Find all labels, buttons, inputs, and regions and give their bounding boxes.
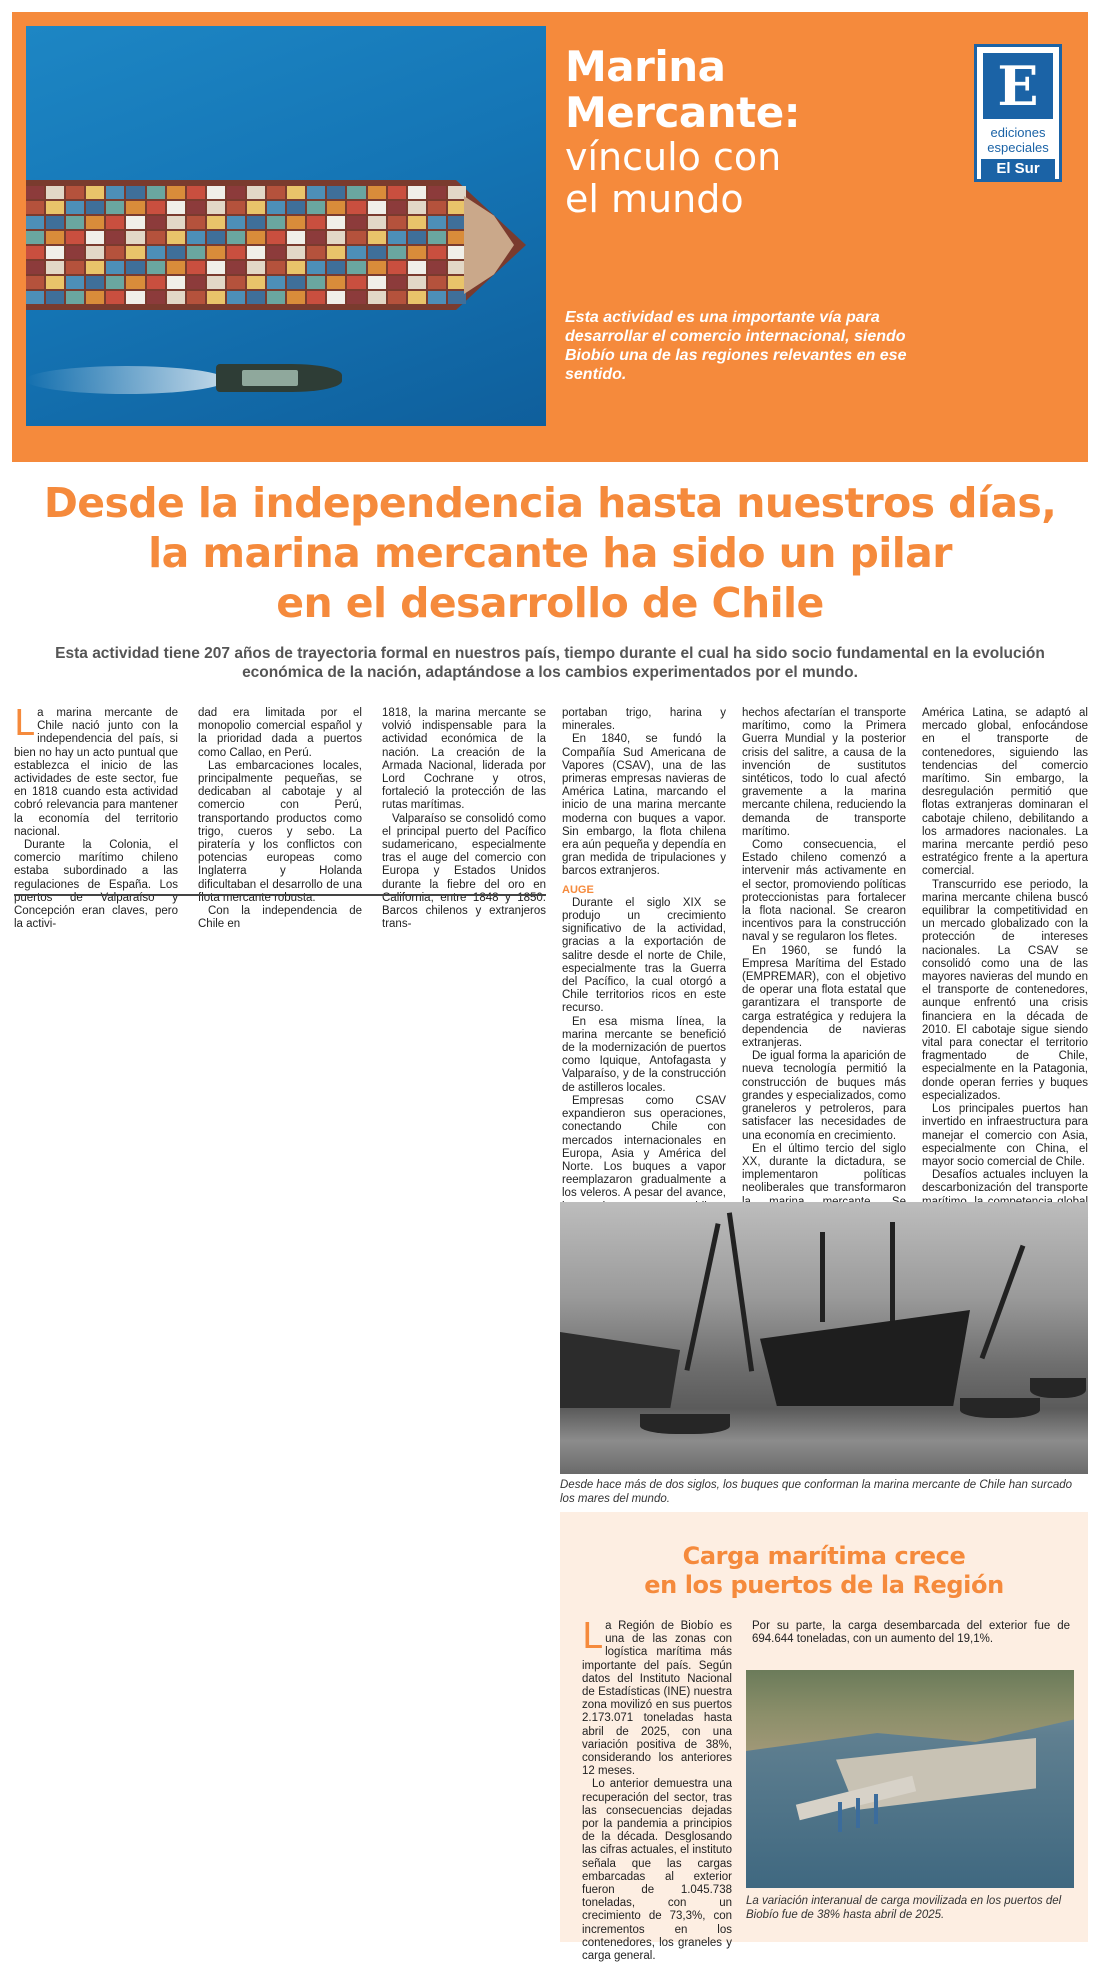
shipping-container	[227, 216, 245, 229]
logo-text	[977, 125, 1059, 155]
shipping-container	[408, 201, 426, 214]
shipping-container	[347, 276, 365, 289]
shipping-container	[167, 186, 185, 199]
shipping-container	[368, 216, 386, 229]
shipping-container	[126, 261, 144, 274]
shipping-container	[287, 276, 305, 289]
shipping-container	[207, 276, 225, 289]
shipping-container	[247, 291, 265, 304]
shipping-container	[368, 261, 386, 274]
shipping-container	[26, 186, 44, 199]
article-paragraph: La marina mercante de Chile nació junto con la independencia del país, si bien no hay un acto puntual que establezca el inicio de las actividades de este sector, fue en 1818 cuando esta actividad cobró relevancia para mantener la economía del territorio nacional.	[14, 703, 178, 838]
sidebar-paragraph: La Región de Biobío es una de las zonas con logística marítima más importante del país. Según datos del Instituto Nacional de Estadísticas (INE) nuestra zona movilizó en sus puertos 2.173.071 toneladas hasta abril de 2025, con una variación positiva de 38%, considerando los anteriores 12 meses.	[582, 1616, 732, 1778]
shipping-container	[106, 201, 124, 214]
shipping-container	[207, 216, 225, 229]
shipping-container	[327, 246, 345, 259]
shipping-container	[46, 216, 64, 229]
shipping-container	[46, 276, 64, 289]
shipping-container	[187, 276, 205, 289]
shipping-container	[388, 276, 406, 289]
shipping-container	[126, 276, 144, 289]
port-aerial-photo	[746, 1670, 1074, 1888]
shipping-container	[46, 261, 64, 274]
shipping-container	[86, 231, 104, 244]
shipping-container	[86, 201, 104, 214]
ediciones-especiales-logo	[974, 44, 1062, 182]
shipping-container	[167, 216, 185, 229]
shipping-container	[368, 186, 386, 199]
sidebar-title-line-1: Carga marítima crece	[682, 1542, 966, 1570]
shipping-container	[247, 276, 265, 289]
logo-brand: El Sur	[981, 159, 1055, 179]
shipping-container	[26, 261, 44, 274]
shipping-container	[86, 216, 104, 229]
shipping-container	[448, 186, 466, 199]
article-paragraph: De igual forma la aparición de nueva tecnología permitió la construcción de buques más grandes y especializados, como graneleros y petroleros, para satisfacer las necesidades de una economía en crecimiento.	[742, 1050, 906, 1142]
ship-mast	[820, 1232, 825, 1322]
shipping-container	[227, 231, 245, 244]
shipping-container	[147, 246, 165, 259]
shipping-container	[327, 291, 345, 304]
shipping-container	[347, 261, 365, 274]
shipping-container	[428, 246, 446, 259]
shipping-container	[428, 276, 446, 289]
shipping-container	[147, 186, 165, 199]
shipping-container	[287, 246, 305, 259]
shipping-container	[167, 246, 185, 259]
article-paragraph: dad era limitada por el monopolio comercial español y la prioridad dada a puertos como Callao, en Perú.	[198, 707, 362, 759]
shipping-container	[307, 231, 325, 244]
shipping-container	[126, 231, 144, 244]
header-subtitle-line-1: vínculo con	[565, 135, 782, 179]
shipping-container	[147, 201, 165, 214]
shipping-container	[26, 216, 44, 229]
shipping-container	[26, 201, 44, 214]
shipping-container	[347, 216, 365, 229]
sidebar-title	[560, 1542, 1088, 1600]
shipping-container	[207, 246, 225, 259]
container-stacks	[26, 186, 466, 304]
article-paragraph: Valparaíso se consolidó como el principal puerto del Pacífico sudamericano, especialmente tras el auge del comercio con Europa y Estados Unidos durante la fiebre del oro en California, entre 1848 y 1850. Barcos chilenos y extranjeros trans-	[382, 812, 546, 931]
shipping-container	[428, 261, 446, 274]
shipping-container	[307, 246, 325, 259]
shipping-container	[147, 261, 165, 274]
shipping-container	[368, 246, 386, 259]
shipping-container	[187, 231, 205, 244]
shipping-container	[327, 186, 345, 199]
crane-mast	[727, 1212, 754, 1371]
shipping-container	[448, 246, 466, 259]
article-paragraph: Empresas como CSAV expandieron sus operaciones, conectando Chile con mercados internacionales en Europa, Asia y América del Norte. Los buques a vapor reemplazaron gradualmente a los veleros. A pesar del avance,	[562, 1094, 726, 1200]
shipping-container	[307, 261, 325, 274]
shipping-container	[86, 261, 104, 274]
historic-port-photo	[560, 1202, 1088, 1474]
shipping-container	[307, 216, 325, 229]
shipping-container	[187, 291, 205, 304]
shipping-container	[187, 186, 205, 199]
shipping-container	[267, 216, 285, 229]
shipping-container	[106, 216, 124, 229]
shipping-container	[46, 291, 64, 304]
article-paragraph: hechos afectarían el transporte marítimo, como la Primera Guerra Mundial y la posterior crisis del salitre, a causa de la invención de sustitutos sintéticos, todo lo cual afectó gravemente a la marina mercante chilena, reduciendo la demanda de transporte marítimo.	[742, 707, 906, 838]
shipping-container	[86, 291, 104, 304]
shipping-container	[86, 276, 104, 289]
shipping-container	[86, 186, 104, 199]
shipping-container	[388, 261, 406, 274]
shipping-container	[408, 276, 426, 289]
shipping-container	[247, 201, 265, 214]
shipping-container	[307, 276, 325, 289]
shipping-container	[388, 201, 406, 214]
shipping-container	[66, 201, 84, 214]
sidebar-column-2	[752, 1620, 1070, 1646]
article-paragraph: portaban trigo, harina y minerales.	[562, 707, 726, 733]
shipping-container	[126, 216, 144, 229]
shipping-container	[448, 291, 466, 304]
article-column-1	[14, 703, 178, 931]
shipping-container	[428, 291, 446, 304]
port-crane	[838, 1802, 842, 1832]
shipping-container	[267, 291, 285, 304]
shipping-container	[66, 261, 84, 274]
ship-wake	[26, 366, 226, 394]
shipping-container	[408, 291, 426, 304]
article-paragraph: Durante la Colonia, el comercio marítimo chileno estaba subordinado a las regulaciones de España. Los puertos de Valparaíso y Concepción eran claves, pero la activi-	[14, 839, 178, 931]
shipping-container	[147, 291, 165, 304]
shipping-container	[428, 216, 446, 229]
photo-caption: Desde hace más de dos siglos, los buques que conforman la marina mercante de Chile han surcado los mares del mundo.	[560, 1479, 1073, 1505]
small-boat	[960, 1398, 1040, 1418]
shipping-container	[287, 201, 305, 214]
shipping-container	[147, 276, 165, 289]
article-paragraph: Como consecuencia, el Estado chileno comenzó a intervenir más activamente en el sector, promoviendo políticas proteccionistas para fortalecer la flota nacional. Se crearon incentivos para la construcción naval y se regularon los fletes.	[742, 839, 906, 944]
shipping-container	[207, 201, 225, 214]
article-paragraph: En 1960, se fundó la Empresa Marítima del Estado (EMPREMAR), con el objetivo de operar una flota estatal que garantizara el transporte de carga estratégica y redujera la dependencia de navieras extranjeras.	[742, 944, 906, 1050]
shipping-container	[287, 231, 305, 244]
steamship	[760, 1310, 970, 1406]
cargo-ship-photo	[26, 26, 546, 426]
article-column-2	[198, 707, 362, 931]
shipping-container	[247, 216, 265, 229]
article-paragraph: Transcurrido ese periodo, la marina mercante chilena buscó equilibrar la competitividad en un mercado globalizado con la protección de intereses nacionales. La CSAV se consolidó como una de las mayores navieras del mundo en el transporte de contenedores, aunque enfrentó una crisis financiera en la década de 2010. El cabotaje sigue siendo vital para conectar el territorio fragmentado de Chile, especialmente en la Patagonia, donde operan ferries y buques especializados.	[922, 878, 1088, 1102]
shipping-container	[187, 261, 205, 274]
shipping-container	[147, 216, 165, 229]
article-paragraph: 1818, la marina mercante se volvió indispensable para la actividad económica de la nación. La creación de la Armada Nacional, liderada por Lord Cochrane y otros, fortaleció la protección de las rutas marítimas.	[382, 707, 546, 812]
shipping-container	[347, 246, 365, 259]
shipping-container	[388, 186, 406, 199]
shipping-container	[207, 261, 225, 274]
shipping-container	[408, 216, 426, 229]
header-title-line-1: Marina	[565, 42, 726, 91]
shipping-container	[227, 186, 245, 199]
shipping-container	[46, 246, 64, 259]
shipping-container	[26, 291, 44, 304]
shipping-container	[46, 201, 64, 214]
shipping-container	[207, 231, 225, 244]
article-paragraph: En 1840, se fundó la Compañía Sud Americana de Vapores (CSAV), una de las primeras empresas navieras de América Latina, marcando el inicio de una marina mercante moderna con buques a vapor. Sin embargo, la flota chilena era aún pequeña y dependía en gran medida de tripulaciones y barcos extranjeros.	[562, 733, 726, 878]
shipping-container	[66, 231, 84, 244]
shipping-container	[46, 231, 64, 244]
article-paragraph: Los principales puertos han invertido en infraestructura para manejar el comercio con Asia, especialmente con China, el mayor socio comercial de Chile.	[922, 1103, 1088, 1168]
shipping-container	[147, 231, 165, 244]
headline-line-3: en el desarrollo de Chile	[276, 579, 824, 627]
tugboat	[216, 364, 342, 392]
shipping-container	[66, 246, 84, 259]
shipping-container	[448, 201, 466, 214]
headline-line-1: Desde la independencia hasta nuestros días,	[43, 479, 1057, 527]
small-boat	[1030, 1378, 1086, 1398]
logo-line-1: ediciones	[990, 125, 1046, 140]
header-title-line-2: Mercante:	[565, 88, 800, 137]
shipping-container	[368, 291, 386, 304]
shipping-container	[388, 231, 406, 244]
shipping-container	[327, 216, 345, 229]
shipping-container	[388, 246, 406, 259]
shipping-container	[347, 186, 365, 199]
shipping-container	[368, 276, 386, 289]
crane-mast	[684, 1223, 720, 1371]
shipping-container	[327, 276, 345, 289]
shipping-container	[347, 201, 365, 214]
shipping-container	[26, 231, 44, 244]
shipping-container	[106, 261, 124, 274]
shipping-container	[347, 231, 365, 244]
shipping-container	[227, 261, 245, 274]
shipping-container	[327, 261, 345, 274]
shipping-container	[187, 246, 205, 259]
article-paragraph: Con la independencia de Chile en	[198, 905, 362, 931]
shipping-container	[408, 231, 426, 244]
shipping-container	[267, 231, 285, 244]
shipping-container	[307, 291, 325, 304]
shipping-container	[167, 291, 185, 304]
shipping-container	[448, 231, 466, 244]
shipping-container	[408, 261, 426, 274]
shipping-container	[66, 216, 84, 229]
article-paragraph: América Latina, se adaptó al mercado global, enfocándose en el transporte de contenedores, siguiendo las tendencias del comercio marítimo. Sin embargo, la desregulación permitió que flotas extranjeras dominaran el cabotaje chileno, debilitando a los armadores nacionales. La marina mercante perdió peso estratégico frente a la apertura comercial.	[922, 707, 1088, 878]
shipping-container	[227, 291, 245, 304]
shipping-container	[106, 186, 124, 199]
logo-letter: E	[983, 53, 1053, 119]
shipping-container	[347, 291, 365, 304]
shipping-container	[368, 231, 386, 244]
article-deck: Esta actividad tiene 207 años de trayectoria formal en nuestros país, tiempo durante el cual ha sido socio fundamental en la evolución económica de la nación, adaptándose a los cambios experimentados por el mundo.	[55, 645, 1045, 681]
shipping-container	[267, 186, 285, 199]
shipping-container	[106, 231, 124, 244]
shipping-container	[106, 276, 124, 289]
shipping-container	[66, 276, 84, 289]
drop-cap: L	[582, 1616, 603, 1657]
header-intro: Esta actividad es una importante vía para desarrollar el comercio internacional, siendo Biobío una de las regiones relevantes en ese sentido.	[565, 309, 907, 383]
shipping-container	[106, 291, 124, 304]
small-boat	[640, 1414, 730, 1434]
shipping-container	[267, 276, 285, 289]
shipping-container	[327, 231, 345, 244]
shipping-container	[66, 291, 84, 304]
header-subtitle-line-2: el mundo	[565, 177, 744, 221]
shipping-container	[86, 246, 104, 259]
shipping-container	[167, 231, 185, 244]
shipping-container	[428, 186, 446, 199]
shipping-container	[247, 261, 265, 274]
ship-mast	[890, 1222, 895, 1322]
shipping-container	[388, 216, 406, 229]
shipping-container	[388, 291, 406, 304]
header-title	[565, 44, 800, 220]
shipping-container	[448, 216, 466, 229]
shipping-container	[267, 246, 285, 259]
shipping-container	[167, 261, 185, 274]
shipping-container	[126, 186, 144, 199]
carga-sidebar-box	[560, 1512, 1088, 1963]
drop-cap: L	[14, 703, 35, 744]
article-paragraph: Durante el siglo XIX se produjo un crecimiento significativo de la actividad, gracias a la exportación de salitre desde el norte de Chile, especialmente tras la Guerra del Pacífico, la cual otorgó a Chile territorios ricos en este recurso.	[562, 896, 726, 1015]
shipping-container	[227, 246, 245, 259]
shipping-container	[247, 186, 265, 199]
shipping-container	[267, 201, 285, 214]
main-headline	[20, 478, 1080, 628]
shipping-container	[287, 291, 305, 304]
shipping-container	[408, 186, 426, 199]
shipping-container	[287, 261, 305, 274]
article-subhead: AUGE	[562, 883, 594, 896]
sidebar-column-1	[582, 1616, 732, 1963]
shipping-container	[126, 201, 144, 214]
shipping-container	[66, 186, 84, 199]
article-paragraph: Las embarcaciones locales, principalmente pequeñas, se dedicaban al cabotaje y al comercio con Perú, transportando productos como trigo, cueros y sebo. La piratería y los conflictos con potencias europeas como Inglaterra y Holanda dificultaban el desarrollo de una flota mercante robusta.	[198, 759, 362, 904]
shipping-container	[327, 201, 345, 214]
shipping-container	[307, 201, 325, 214]
sidebar-paragraph: Lo anterior demuestra una recuperación del sector, tras las consecuencias dejadas por la pandemia a principios de la década. Desglosando las cifras actuales, el instituto señala que las cargas embarcadas al exterior fueron de 1.045.738 toneladas, con un crecimiento de 73,3%, con incrementos en los contenedores, los graneles y carga general.	[582, 1778, 732, 1963]
shipping-container	[207, 291, 225, 304]
sidebar-photo-caption: La variación interanual de carga movilizada en los puertos del Biobío fue de 38% hasta abril de 2025.	[746, 1895, 1062, 1921]
shipping-container	[267, 261, 285, 274]
port-crane	[874, 1794, 878, 1824]
shipping-container	[448, 276, 466, 289]
shipping-container	[428, 231, 446, 244]
shipping-container	[26, 246, 44, 259]
shipping-container	[227, 276, 245, 289]
shipping-container	[287, 186, 305, 199]
article-column-6	[922, 707, 1088, 1248]
crane-mast	[980, 1245, 1026, 1359]
shipping-container	[26, 276, 44, 289]
article-paragraph: En esa misma línea, la marina mercante se benefició de la modernización de puertos como Iquique, Antofagasta y Valparaíso, y de la construcción de astilleros locales.	[562, 1015, 726, 1094]
shipping-container	[46, 186, 64, 199]
logo-line-2: especiales	[987, 140, 1049, 155]
shipping-container	[408, 246, 426, 259]
shipping-container	[428, 201, 446, 214]
shipping-container	[187, 201, 205, 214]
shipping-container	[448, 261, 466, 274]
port-crane	[856, 1798, 860, 1828]
shipping-container	[207, 186, 225, 199]
shipping-container	[287, 216, 305, 229]
article-paragraph: Desafíos actuales incluyen la descarbonización del transporte	[922, 1169, 1088, 1195]
shipping-container	[126, 291, 144, 304]
article-column-3	[382, 707, 546, 931]
shipping-container	[247, 231, 265, 244]
section-divider	[14, 894, 546, 896]
shipping-container	[187, 216, 205, 229]
shipping-container	[307, 186, 325, 199]
sidebar-title-line-2: en los puertos de la Región	[644, 1571, 1004, 1599]
shipping-container	[167, 201, 185, 214]
shipping-container	[106, 246, 124, 259]
sidebar-paragraph: Por su parte, la carga desembarcada del exterior fue de 694.644 toneladas, con un aumento del 19,1%.	[752, 1620, 1070, 1646]
shipping-container	[126, 246, 144, 259]
headline-line-2: la marina mercante ha sido un pilar	[148, 529, 952, 577]
shipping-container	[227, 201, 245, 214]
shipping-container	[368, 201, 386, 214]
shipping-container	[247, 246, 265, 259]
shipping-container	[167, 276, 185, 289]
article-paragraph: En el último tercio del siglo XX, durante la dictadura, se implementaron políticas neoliberales que transformaron	[742, 1142, 906, 1195]
